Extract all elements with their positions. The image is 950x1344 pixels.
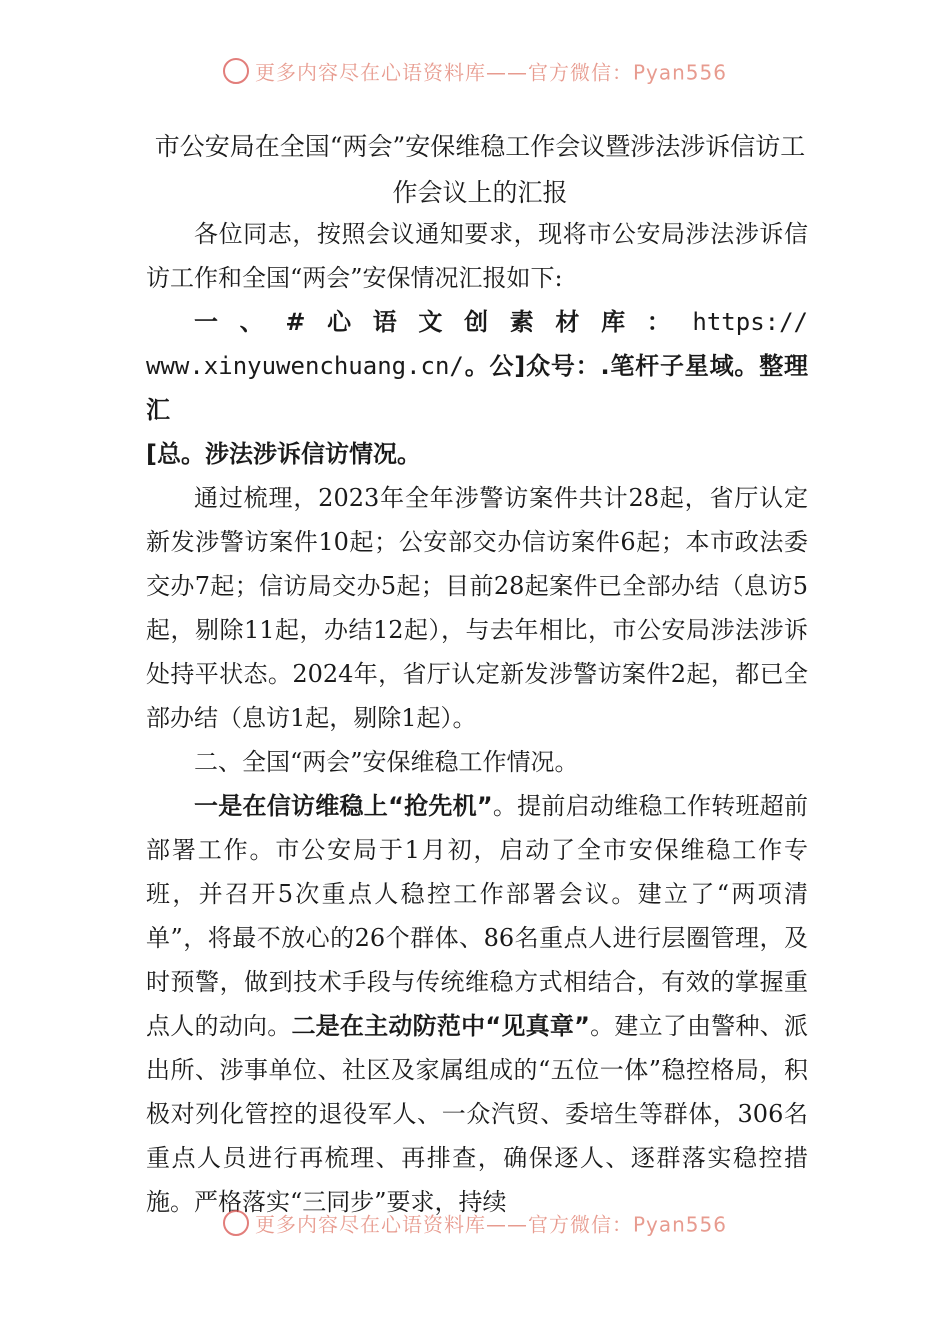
section1-heading [146,300,808,344]
document-body [146,212,808,1224]
intro-paragraph: 各位同志，按照会议通知要求，现将市公安局涉法涉诉信访工作和全国“两会”安保情况汇报如下: [146,220,808,292]
section1-heading-url2: www.xinyuwenchuang.cn/ [146,352,464,380]
keyword-2: 二是在主动防范中“见真章” [291,1012,590,1040]
watermark-footer [0,1208,950,1238]
section1-body: 通过梳理，2023年全年涉警访案件共计28起，省厅认定新发涉警访案件10起；公安部交办信访案件6起；本市政法委交办7起；信访局交办5起；目前28起案件已全部办结（息访5起，剔除11起，办结12起），与去年相比，市公安局涉法涉诉处持平状态。2024年，省厅认定新发涉警访案件2起，都已全部办结（息访1起，剔除1起）。 [146,484,808,732]
watermark-header-text: 更多内容尽在心语资料库——官方微信：Pyan556 [254,60,727,85]
logo-icon [223,1210,249,1236]
section1-heading-url1: https:// [692,308,808,336]
section2-body [146,784,808,1224]
section1-heading-line3: [总。涉法涉诉信访情况。 [146,440,421,468]
document-title: 市公安局在全国“两会”安保维稳工作会议暨涉法涉诉信访工作会议上的汇报 [154,132,806,207]
keyword-1: 一是在信访维稳上“抢先机” [194,792,493,820]
section2-text-2: 。建立了由警种、派出所、涉事单位、社区及家属组成的“五位一体”稳控格局，积极对列化管控的退役军人、一众汽贸、委培生等群体，306名重点人员进行再梳理、再排查，确保逐人、逐群落实稳控措施。严格落实“三同步”要求，持续 [146,1012,809,1216]
watermark-footer-text: 更多内容尽在心语资料库——官方微信：Pyan556 [254,1212,727,1237]
watermark-header [0,56,950,86]
section2-text-1: 。提前启动维稳工作转班超前部署工作。市公安局于1月初，启动了全市安保维稳工作专班，并召开5次重点人稳控工作部署会议。建立了“两项清单”，将最不放心的26个群体、86名重点人进行层圈管理，及时预警，做到技术手段与传统维稳方式相结合，有效的掌握重点人的动向。 [146,792,809,1040]
logo-icon [223,58,249,84]
section1-heading-line2 [146,344,808,432]
section1-heading-rest1: 。公]众号：.笔杆子星域。整理汇 [146,352,808,424]
section2-heading: 二、全国“两会”安保维稳工作情况。 [194,748,579,776]
section1-heading-prefix: 一、#心语文创素材库： [194,308,693,336]
